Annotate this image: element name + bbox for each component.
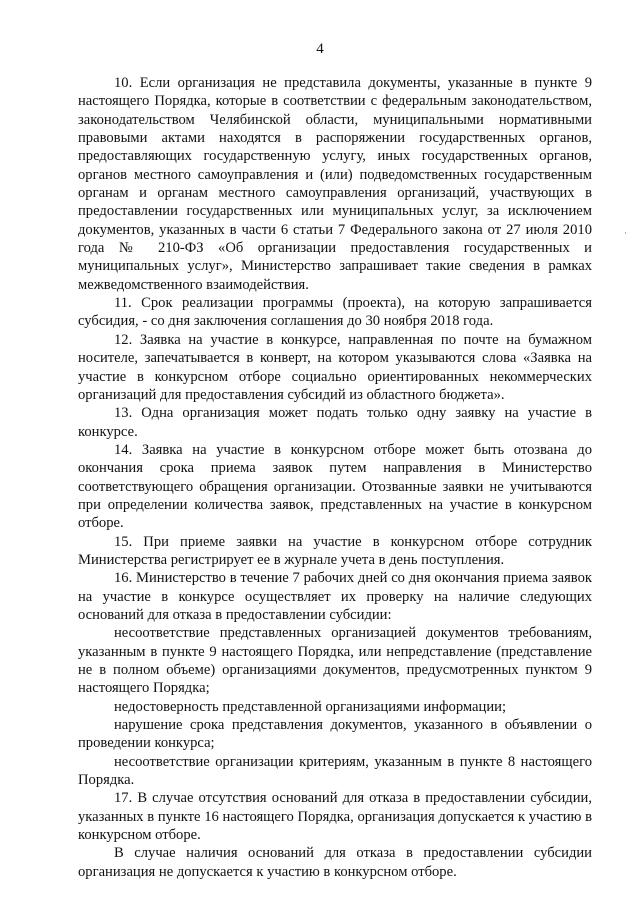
- paragraph-12: 12. Заявка на участие в конкурсе, направленная по почте на бумажном носителе, запечатывается в конверт, на котором указываются слова «Заявка на участие в конкурсном отборе социально ориентированных некоммерческих организаций для предоставления субсидий из областного бюджета».: [78, 331, 592, 403]
- paragraph-10: 10. Если организация не представила документы, указанные в пункте 9 настоящего Порядка, которые в соответствии с федеральным законодательством, законодательством Челябинской области, муниципальными нормативными правовыми актами находятся в распоряжении государственных органов, предоставляющих государственную услугу, иных государственных органов, органов местного самоуправления и (или) подведомственных государственным органам и органам местного самоуправления организаций, участвующих в предоставлении государственных или муниципальных услуг, за исключением документов, указанных в части 6 статьи 7 Федерального закона от 27 июля 2010 года № 210-ФЗ «Об организации предоставления государственных и муниципальных услуг», Министерство запрашивает такие сведения в рамках межведомственного взаимодействия.: [78, 75, 592, 293]
- refusal-ground-criteria: несоответствие организации критериям, указанным в пункте 8 настоящего Порядка.: [78, 753, 592, 789]
- paragraph-11: 11. Срок реализации программы (проекта), на которую запрашивается субсидия, - со дня заключения соглашения до 30 ноября 2018 года.: [78, 295, 592, 330]
- paragraph-14: 14. Заявка на участие в конкурсном отборе может быть отозвана до окончания срока приема заявок путем направления в Министерство соответствующего обращения организации. Отозванные заявки не учитываются при определении количества заявок, представленных на участие в конкурсном отборе.: [78, 441, 592, 532]
- paragraph-13: 13. Одна организация может подать только одну заявку на участие в конкурсе.: [78, 405, 592, 440]
- refusal-ground-deadline: нарушение срока представления документов, указанного в объявлении о проведении конкурса;: [78, 717, 592, 752]
- document-body: [78, 74, 592, 881]
- paragraph-15: 15. При приеме заявки на участие в конкурсном отборе сотрудник Министерства регистрирует ее в журнале учета в день поступления.: [78, 533, 592, 568]
- refusal-ground-false-info: недостоверность представленной организациями информации;: [114, 698, 507, 715]
- refusal-ground-documents: несоответствие представленных организацией документов требованиям, указанным в пункте 9 настоящего Порядка, или непредставление (представление не в полном объеме) организациями документов, предусмотренных пунктом 9 настоящего Порядка;: [78, 625, 592, 697]
- paragraph-16: 16. Министерство в течение 7 рабочих дней со дня окончания приема заявок на участие в конкурсе осуществляет их проверку на наличие следующих оснований для отказа в предоставлении субсидии:: [78, 570, 592, 623]
- paragraph-17-refusal: В случае наличия оснований для отказа в предоставлении субсидии организация не допускается к участию в конкурсном отборе.: [78, 845, 592, 880]
- page-number: 4: [316, 41, 324, 57]
- paragraph-17: 17. В случае отсутствия оснований для отказа в предоставлении субсидии, указанных в пункте 16 настоящего Порядка, организация допускается к участию в конкурсном отборе.: [78, 790, 592, 844]
- scan-margin-mark: ·: [624, 228, 627, 238]
